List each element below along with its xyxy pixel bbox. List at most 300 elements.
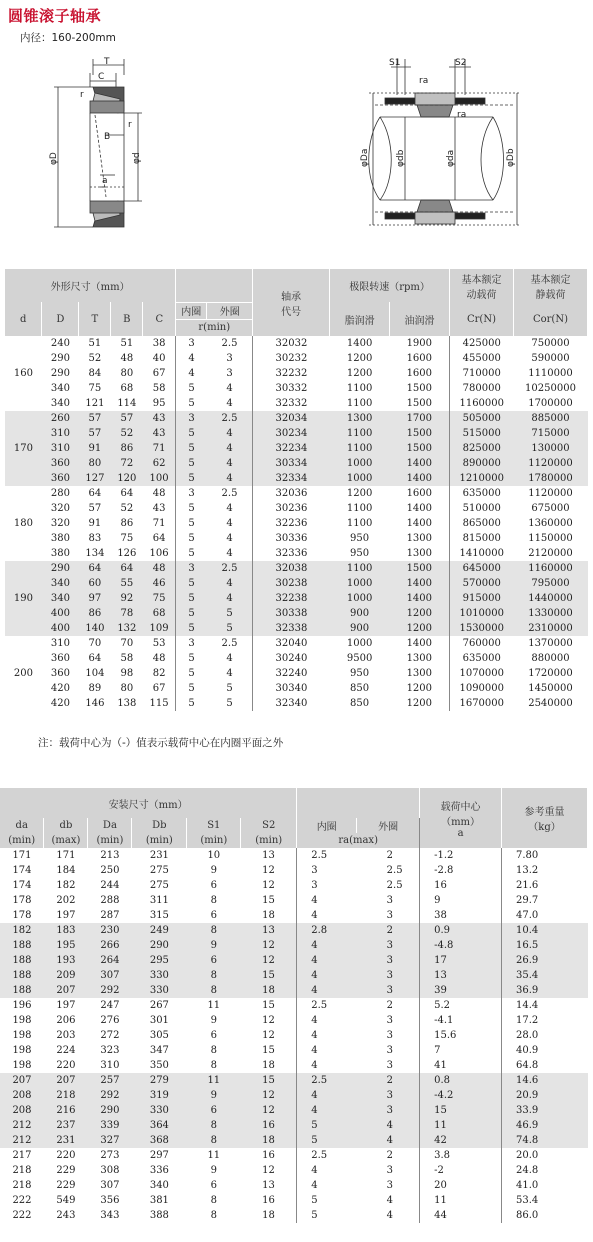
table-cell: 3: [176, 561, 207, 576]
table-cell: 12: [262, 1015, 275, 1026]
label-S1: S1: [389, 58, 401, 68]
table-cell: 68: [120, 383, 134, 394]
table-cell: 292: [88, 983, 132, 998]
table-cell: 18: [262, 910, 275, 921]
table-cell: 8: [210, 1195, 217, 1206]
table-cell: 290: [50, 368, 70, 379]
table-cell: 3: [386, 895, 394, 906]
table-cell: 231: [149, 850, 169, 861]
table-cell: 1400: [390, 576, 450, 591]
table-row: [5, 546, 588, 561]
table-cell: 1300: [406, 653, 433, 664]
table-cell: 11: [420, 1193, 502, 1208]
table-cell: 8: [210, 1060, 217, 1071]
table-cell: 32234: [253, 441, 330, 456]
table-cell: 2310000: [513, 621, 587, 636]
table-cell: 330: [132, 968, 187, 983]
table-cell: 32334: [253, 471, 330, 486]
table-cell: 2540000: [528, 698, 573, 709]
table-cell: 339: [88, 1118, 132, 1133]
table-cell: 15.6: [420, 1028, 502, 1043]
table-cell: 126: [117, 548, 137, 559]
table-cell: 15: [241, 968, 297, 983]
table-row: [5, 471, 588, 486]
table-cell: 203: [56, 1030, 76, 1041]
col-header-S1: S1: [187, 818, 241, 833]
table-cell: 1100: [330, 426, 390, 441]
table-row: [5, 696, 588, 711]
table-cell: 231: [44, 1133, 88, 1148]
table-cell: 188: [0, 983, 44, 998]
table-cell: 95: [152, 398, 166, 409]
label-Db: φDb: [506, 148, 516, 167]
table-cell: 2: [386, 1000, 394, 1011]
table-cell: 195: [44, 938, 88, 953]
table-cell: 16.5: [502, 938, 588, 953]
table-cell: 307: [88, 968, 132, 983]
table-cell: 15: [262, 1000, 275, 1011]
table-cell: 13: [420, 968, 502, 983]
table-cell: 5: [207, 621, 253, 636]
table-cell: 1440000: [513, 591, 587, 606]
col-header-outer-ring: 外圈: [207, 302, 253, 319]
table-cell: 320: [50, 518, 70, 529]
table-row: [5, 621, 588, 636]
table-cell: 46.9: [502, 1118, 588, 1133]
table-cell: 368: [132, 1133, 187, 1148]
table-cell: 17.2: [502, 1013, 588, 1028]
table-cell: 127: [79, 471, 111, 486]
table-cell: 35.4: [502, 968, 588, 983]
table-cell: 320: [50, 503, 70, 514]
table-cell: 1500: [406, 383, 433, 394]
table-cell: 230: [88, 923, 132, 938]
table-cell: 196: [12, 1000, 32, 1011]
table-cell: 220: [56, 1150, 76, 1161]
table-cell: 92: [111, 591, 143, 606]
table-cell: 4: [226, 533, 233, 544]
table-cell: 64: [79, 561, 111, 576]
table-cell: 280: [50, 488, 70, 499]
table-cell: 1200: [390, 621, 450, 636]
table-cell: 43: [152, 503, 166, 514]
table-cell: 635000: [450, 486, 514, 501]
table-cell: 46: [143, 576, 176, 591]
table-cell: 315: [149, 910, 169, 921]
table-cell: 52: [111, 426, 143, 441]
table-cell: 1000: [330, 576, 390, 591]
table-cell: 9: [210, 865, 217, 876]
table-row: [0, 878, 588, 893]
table-cell: 32340: [253, 696, 330, 711]
table-cell: 86.0: [502, 1208, 588, 1223]
col-header-r-min: r(min): [176, 319, 253, 336]
table-cell: 57: [88, 503, 102, 514]
table-cell: 2: [357, 1073, 420, 1088]
table-cell: 26.9: [502, 953, 588, 968]
table-cell: 340: [149, 1180, 169, 1191]
table-cell: 3: [357, 1088, 420, 1103]
table-cell: 213: [100, 850, 120, 861]
table-cell: 32332: [253, 396, 330, 411]
table-row: [5, 576, 588, 591]
table-cell: 40: [152, 353, 166, 364]
table-cell: 388: [149, 1210, 169, 1221]
table-cell: 5.2: [420, 998, 502, 1013]
table-cell: 91: [79, 441, 111, 456]
table-cell: 1900: [406, 338, 433, 349]
table-cell: 340: [50, 383, 70, 394]
label-T: T: [104, 57, 110, 67]
table-cell: 8: [187, 1118, 241, 1133]
table-cell: 64: [120, 488, 134, 499]
table-cell: 20.9: [502, 1088, 588, 1103]
table-cell: 13: [241, 923, 297, 938]
table-cell: 260: [42, 411, 79, 426]
label-Da: φDa: [360, 148, 370, 167]
table-cell: 257: [88, 1073, 132, 1088]
label-ra-top: ra: [419, 76, 429, 86]
table-cell: 1400: [406, 518, 433, 529]
table-cell: 950: [350, 548, 370, 559]
table-cell: 2.5: [297, 848, 357, 863]
table-cell: 900: [330, 621, 390, 636]
table-cell: 15: [262, 1045, 275, 1056]
table-row: [5, 411, 588, 426]
table-cell: 8: [210, 895, 217, 906]
table-cell: 174: [12, 865, 32, 876]
table-cell: 290: [132, 938, 187, 953]
table-cell: 11: [420, 1118, 502, 1133]
table-row: [5, 666, 588, 681]
table-cell: 1160000: [450, 396, 514, 411]
label-r-side: r: [128, 120, 132, 130]
table-cell: 70: [88, 638, 102, 649]
table-cell: 323: [100, 1045, 120, 1056]
table-cell: 2.5: [207, 561, 253, 576]
table-cell: 272: [100, 1030, 120, 1041]
table-cell: 8: [210, 1045, 217, 1056]
table-cell: 1100: [346, 518, 373, 529]
table-cell: 4: [297, 938, 357, 953]
table-cell: 104: [85, 668, 105, 679]
table-cell: 212: [0, 1118, 44, 1133]
table-cell: 1410000: [450, 546, 514, 561]
table-cell: 5: [297, 1193, 357, 1208]
table-cell: 267: [149, 1000, 169, 1011]
table-cell: 30234: [253, 426, 330, 441]
table-cell: 510000: [450, 501, 514, 516]
table-cell: 18: [262, 1060, 275, 1071]
page-title: 圆锥滚子轴承: [8, 7, 102, 25]
table-cell: 64: [88, 488, 102, 499]
table-cell: 229: [56, 1165, 76, 1176]
table-cell: 295: [132, 953, 187, 968]
table-cell: 3: [357, 938, 420, 953]
table-cell: 1160000: [513, 561, 587, 576]
table-cell: 343: [100, 1210, 120, 1221]
dimension-table: [5, 269, 588, 711]
col-header-d: d: [5, 302, 42, 336]
table-cell: 7.80: [502, 848, 588, 863]
table-cell: 80: [120, 368, 134, 379]
table-cell: 55: [111, 576, 143, 591]
table-cell: 4: [297, 1088, 357, 1103]
col-header-ring: [176, 269, 253, 302]
table-cell: 16: [420, 878, 502, 893]
table-row: [5, 351, 588, 366]
table-cell: 1400: [406, 638, 433, 649]
col-header-Da-min: (min): [88, 833, 132, 848]
table-cell: 52: [88, 353, 102, 364]
table-cell: 347: [149, 1045, 169, 1056]
table-cell: 1200: [346, 353, 373, 364]
table-cell: 1120000: [528, 488, 573, 499]
table-cell: 198: [12, 1015, 32, 1026]
table-cell: 6: [187, 953, 241, 968]
label-a: a: [102, 176, 108, 186]
table-cell: 8: [210, 1210, 217, 1221]
table-cell: 5: [176, 606, 207, 621]
table-cell: 32032: [253, 336, 330, 351]
table-cell: 9500: [346, 653, 373, 664]
table-row: [5, 651, 588, 666]
table-cell: 1450000: [528, 683, 573, 694]
table-cell: 850: [350, 698, 370, 709]
table-cell: 279: [132, 1073, 187, 1088]
table-cell: 2.5: [207, 411, 253, 426]
table-cell: 9: [420, 893, 502, 908]
table-cell: 82: [152, 668, 166, 679]
table-cell: 715000: [513, 426, 587, 441]
table-cell: 250: [100, 865, 120, 876]
table-cell: 146: [85, 698, 105, 709]
table-cell: 2120000: [528, 548, 573, 559]
table-cell: 15: [262, 895, 275, 906]
label-S2: S2: [455, 58, 467, 68]
table-cell: 1670000: [450, 696, 514, 711]
table-row: [0, 1163, 588, 1178]
table-cell: 207: [0, 1073, 44, 1088]
table-cell: 1000: [330, 471, 390, 486]
table-cell: 292: [88, 1088, 132, 1103]
table-cell: 5: [176, 696, 207, 711]
table-cell: 6: [210, 880, 217, 891]
table-cell: 6: [210, 1180, 217, 1191]
table-cell: 212: [0, 1133, 44, 1148]
table-cell: 645000: [450, 561, 514, 576]
table-cell: 1100: [346, 383, 373, 394]
label-ra-side: ra: [457, 110, 467, 120]
col-header-db-max: (max): [44, 833, 88, 848]
table-cell: 14.4: [502, 998, 588, 1013]
table-row: [0, 1013, 588, 1028]
table-cell: 198: [12, 1060, 32, 1071]
table-cell: 21.6: [502, 878, 588, 893]
table-cell: 209: [44, 968, 88, 983]
table-cell: -4.2: [420, 1088, 502, 1103]
table-cell: 5: [207, 606, 253, 621]
table-cell: 3: [297, 878, 357, 893]
col-header-install-dims: 安装尺寸（mm）: [0, 788, 297, 818]
table-cell: 100: [143, 471, 176, 486]
table-cell: 290: [42, 561, 79, 576]
table-cell: 4: [297, 908, 357, 923]
table-cell: 202: [56, 895, 76, 906]
table-cell: 220: [56, 1060, 76, 1071]
table-cell: 5: [226, 683, 233, 694]
table-cell: 1300: [406, 668, 433, 679]
table-cell: 10250000: [525, 383, 576, 394]
table-cell: 57: [111, 411, 143, 426]
table-row: [5, 336, 588, 351]
table-cell: 222: [12, 1210, 32, 1221]
table-cell: 3: [386, 1165, 394, 1176]
table-cell: 4: [226, 383, 233, 394]
table-cell: 1150000: [528, 533, 573, 544]
table-cell: 4: [207, 471, 253, 486]
table-cell: 106: [149, 548, 169, 559]
table-cell: 1100: [346, 503, 373, 514]
table-cell: 1110000: [528, 368, 573, 379]
table-row: [0, 1208, 588, 1223]
table-cell: 3: [176, 336, 207, 351]
table-cell: 3: [386, 1015, 394, 1026]
table-cell: 880000: [531, 653, 570, 664]
table-cell: 11: [187, 1073, 241, 1088]
table-cell: 243: [56, 1210, 76, 1221]
table-cell: 2.5: [221, 488, 238, 499]
table-cell: 4: [226, 503, 233, 514]
table-cell: 13: [262, 850, 275, 861]
table-cell: 218: [12, 1180, 32, 1191]
bore-d-cell: 200: [13, 668, 34, 679]
table-cell: -4.8: [420, 938, 502, 953]
col-header-dyn-load: 基本额定 动载荷: [450, 269, 514, 302]
table-cell: 86: [120, 518, 134, 529]
table-cell: 16: [262, 1150, 275, 1161]
table-cell: 12: [241, 938, 297, 953]
col-header-C: C: [143, 302, 176, 336]
table-cell: 4: [176, 366, 207, 381]
table-cell: 84: [88, 368, 102, 379]
table-cell: 400: [42, 621, 79, 636]
table-cell: 12: [262, 1030, 275, 1041]
table-cell: 171: [56, 850, 76, 861]
table-cell: 865000: [450, 516, 514, 531]
table-cell: 3: [226, 368, 233, 379]
table-cell: 360: [50, 653, 70, 664]
table-cell: 32034: [253, 411, 330, 426]
table-cell: 380: [50, 533, 70, 544]
table-cell: 237: [44, 1118, 88, 1133]
table-cell: 2.5: [297, 1073, 357, 1088]
table-cell: 58: [152, 383, 166, 394]
table-cell: 3: [176, 411, 207, 426]
table-cell: 455000: [450, 351, 514, 366]
col-header-T: T: [79, 302, 111, 336]
table-cell: 134: [85, 548, 105, 559]
table-cell: 32232: [253, 366, 330, 381]
table-cell: 109: [143, 621, 176, 636]
table-row: [5, 396, 588, 411]
table-cell: 4: [386, 1195, 394, 1206]
table-cell: 710000: [450, 366, 514, 381]
table-cell: 4: [297, 968, 357, 983]
table-cell: 15: [241, 1073, 297, 1088]
table-cell: 20.0: [502, 1148, 588, 1163]
table-cell: 4: [297, 1028, 357, 1043]
table-cell: 0.9: [420, 923, 502, 938]
table-row: [0, 908, 588, 923]
table-cell: 30340: [253, 681, 330, 696]
table-cell: 330: [132, 983, 187, 998]
table-cell: 74.8: [502, 1133, 588, 1148]
table-cell: 32036: [253, 486, 330, 501]
table-cell: 184: [56, 865, 76, 876]
table-cell: 4: [226, 668, 233, 679]
table-cell: 1400: [406, 503, 433, 514]
table-cell: 208: [0, 1103, 44, 1118]
table-cell: 18: [241, 1133, 297, 1148]
col-header-outer-dims: 外形尺寸（mm）: [5, 269, 176, 302]
table-cell: 171: [12, 850, 32, 861]
table-cell: 311: [149, 895, 169, 906]
table-cell: 364: [132, 1118, 187, 1133]
table-cell: 3: [386, 1180, 394, 1191]
table-cell: 1500: [390, 426, 450, 441]
table-cell: 114: [117, 398, 137, 409]
table-cell: 32040: [253, 636, 330, 651]
table-cell: 12: [262, 1165, 275, 1176]
table-cell: 1600: [406, 353, 433, 364]
table-cell: 750000: [531, 338, 570, 349]
table-cell: 206: [56, 1015, 76, 1026]
table-cell: 193: [44, 953, 88, 968]
table-cell: 780000: [450, 381, 514, 396]
table-cell: -4.1: [420, 1013, 502, 1028]
table-cell: 290: [50, 353, 70, 364]
mounting-diagram: [345, 55, 525, 240]
table-cell: 39: [420, 983, 502, 998]
table-cell: 1200: [346, 368, 373, 379]
page-subtitle: 内径：160-200mm: [20, 32, 116, 44]
table-row: [5, 456, 588, 471]
table-cell: 67: [152, 368, 166, 379]
table-cell: 1300: [406, 533, 433, 544]
table-cell: 57: [79, 426, 111, 441]
table-cell: 91: [88, 518, 102, 529]
table-cell: 850: [350, 683, 370, 694]
table-cell: 174: [12, 880, 32, 891]
table-cell: 1500: [390, 441, 450, 456]
table-cell: 340: [42, 591, 79, 606]
col-header-Da: Da: [88, 818, 132, 833]
table-cell: 178: [12, 910, 32, 921]
table-row: [5, 426, 588, 441]
label-B: B: [104, 132, 111, 142]
table-cell: 4: [357, 1118, 420, 1133]
table-row: [0, 998, 588, 1013]
table-cell: 9: [210, 1015, 217, 1026]
table-cell: 32338: [253, 621, 330, 636]
table-row: [0, 1028, 588, 1043]
table-cell: 5: [297, 1118, 357, 1133]
table-cell: 825000: [450, 441, 514, 456]
table-row: [0, 923, 588, 938]
table-cell: 89: [88, 683, 102, 694]
table-cell: 208: [0, 1088, 44, 1103]
